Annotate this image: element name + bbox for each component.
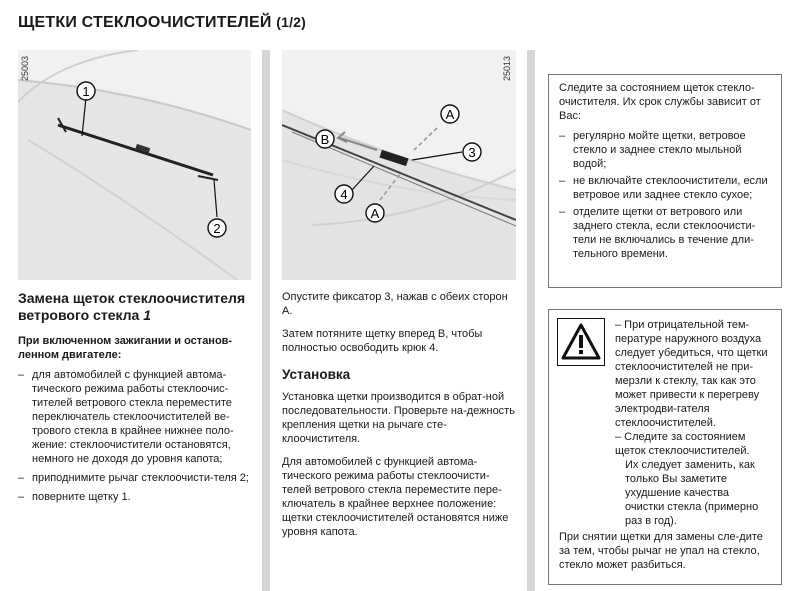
- callout-3-label: 3: [468, 145, 476, 160]
- figure-wiper-release: [282, 50, 516, 280]
- list-item: – не включайте стеклоочистители, если ветровое или заднее стекло сухое;: [559, 174, 771, 202]
- middle-column: [282, 290, 516, 548]
- callout-2: [208, 219, 226, 237]
- callout-a-top: [441, 105, 459, 123]
- warning-replace: Их следует заменить, как только Вы заметите ухудшение качества очистки стекла (примерно раз в год).: [625, 459, 759, 527]
- section-heading-replacement: [18, 290, 250, 324]
- callout-4: [335, 185, 353, 203]
- callout-1: [77, 82, 95, 100]
- list-item: – отделите щетки от ветрового или заднего стекла, если стеклоочисти-тели не включались в течение дли-тельного времени.: [559, 205, 771, 261]
- callout-2-label: 2: [213, 221, 221, 236]
- callout-1-label: 1: [82, 84, 90, 99]
- warning-condition: – Следите за состоянием щеток стеклоочистителей.: [615, 431, 750, 457]
- warning-frost: – При отрицательной тем-пературе наружного воздуха следует убедиться, что щетки стеклоочистителей не при-мерзли к стеклу, так как это может привести к перегреву электродви-гателя стеклоочистителей.: [615, 319, 768, 429]
- section-heading-install: Установка: [282, 367, 351, 382]
- windshield-illustration: [18, 50, 251, 280]
- figure-windshield-wiper: [18, 50, 251, 280]
- warning-triangle-icon: [557, 318, 605, 366]
- paragraph-install: Установка щетки производится в обрат-ной последовательности. Проверьте на-дежность крепления щетки на рычаге сте-клоочистителя.: [282, 391, 515, 445]
- column-separator-left: [262, 50, 270, 591]
- callout-b-label: B: [320, 132, 330, 147]
- paragraph-auto-mode: Для автомобилей с функцией автома-тического режима работы стеклоочисти-телей ветрового стекла переместите пере-ключатель в крайнее верхнее положение: щетки стеклоочистителей остановятся ниже уровня капота.: [282, 456, 509, 538]
- info-box: [548, 74, 782, 288]
- figure-code: 25003: [20, 56, 30, 82]
- left-column: [18, 290, 250, 509]
- page-title-text: ЩЕТКИ СТЕКЛООЧИСТИТЕЛЕЙ: [18, 14, 272, 31]
- info-list: [559, 129, 771, 261]
- list-item: – приподнимите рычаг стеклоочисти-теля 2;: [18, 471, 250, 485]
- warning-box: [548, 309, 782, 585]
- column-separator-right: [527, 50, 535, 591]
- callout-b: [316, 130, 334, 148]
- info-intro: Следите за состоянием щеток стекло-очистителя. Их срок службы зависит от Вас:: [559, 82, 761, 122]
- paragraph-pull-blade: Затем потяните щетку вперед B, чтобы полностью освободить крюк 4.: [282, 328, 483, 354]
- arrow-a-top: [414, 128, 437, 150]
- list-item: – регулярно мойте щетки, ветровое стекло и заднее стекло мыльной водой;: [559, 129, 771, 171]
- warning-arm: При снятии щетки для замены сле-дите за тем, чтобы рычаг не упал на стекло, стекло может разбиться.: [559, 531, 763, 571]
- paragraph-release-lock: Опустите фиксатор 3, нажав с обеих сторон A.: [282, 291, 508, 317]
- callout-4-label: 4: [340, 187, 348, 202]
- list-item: – поверните щетку 1.: [18, 490, 250, 504]
- section-heading-number: 1: [143, 307, 152, 323]
- condition-subhead: При включенном зажигании и останов-ленном двигателе:: [18, 335, 233, 361]
- page-part: (1/2): [276, 14, 307, 30]
- callout-a-top-label: A: [445, 107, 455, 122]
- callout-a-bottom-label: A: [370, 206, 380, 221]
- list-item: – для автомобилей с функцией автома-тического режима работы стеклоочис-тителей ветрового стекла переместите переключатель стеклоочистителей ве-трового стекла в крайнее нижнее поло-жение: стеклоочистители остановятся, немного не доходя до уровня капота;: [18, 368, 250, 466]
- callout-a-bottom: [366, 204, 384, 222]
- page-title: [18, 14, 306, 32]
- section-heading-text: Замена щеток стеклоочистителя ветрового стекла: [18, 290, 246, 323]
- wiper-release-illustration: [282, 50, 516, 280]
- figure-code: 25013: [502, 56, 512, 82]
- replacement-steps: [18, 368, 250, 504]
- callout-3: [463, 143, 481, 161]
